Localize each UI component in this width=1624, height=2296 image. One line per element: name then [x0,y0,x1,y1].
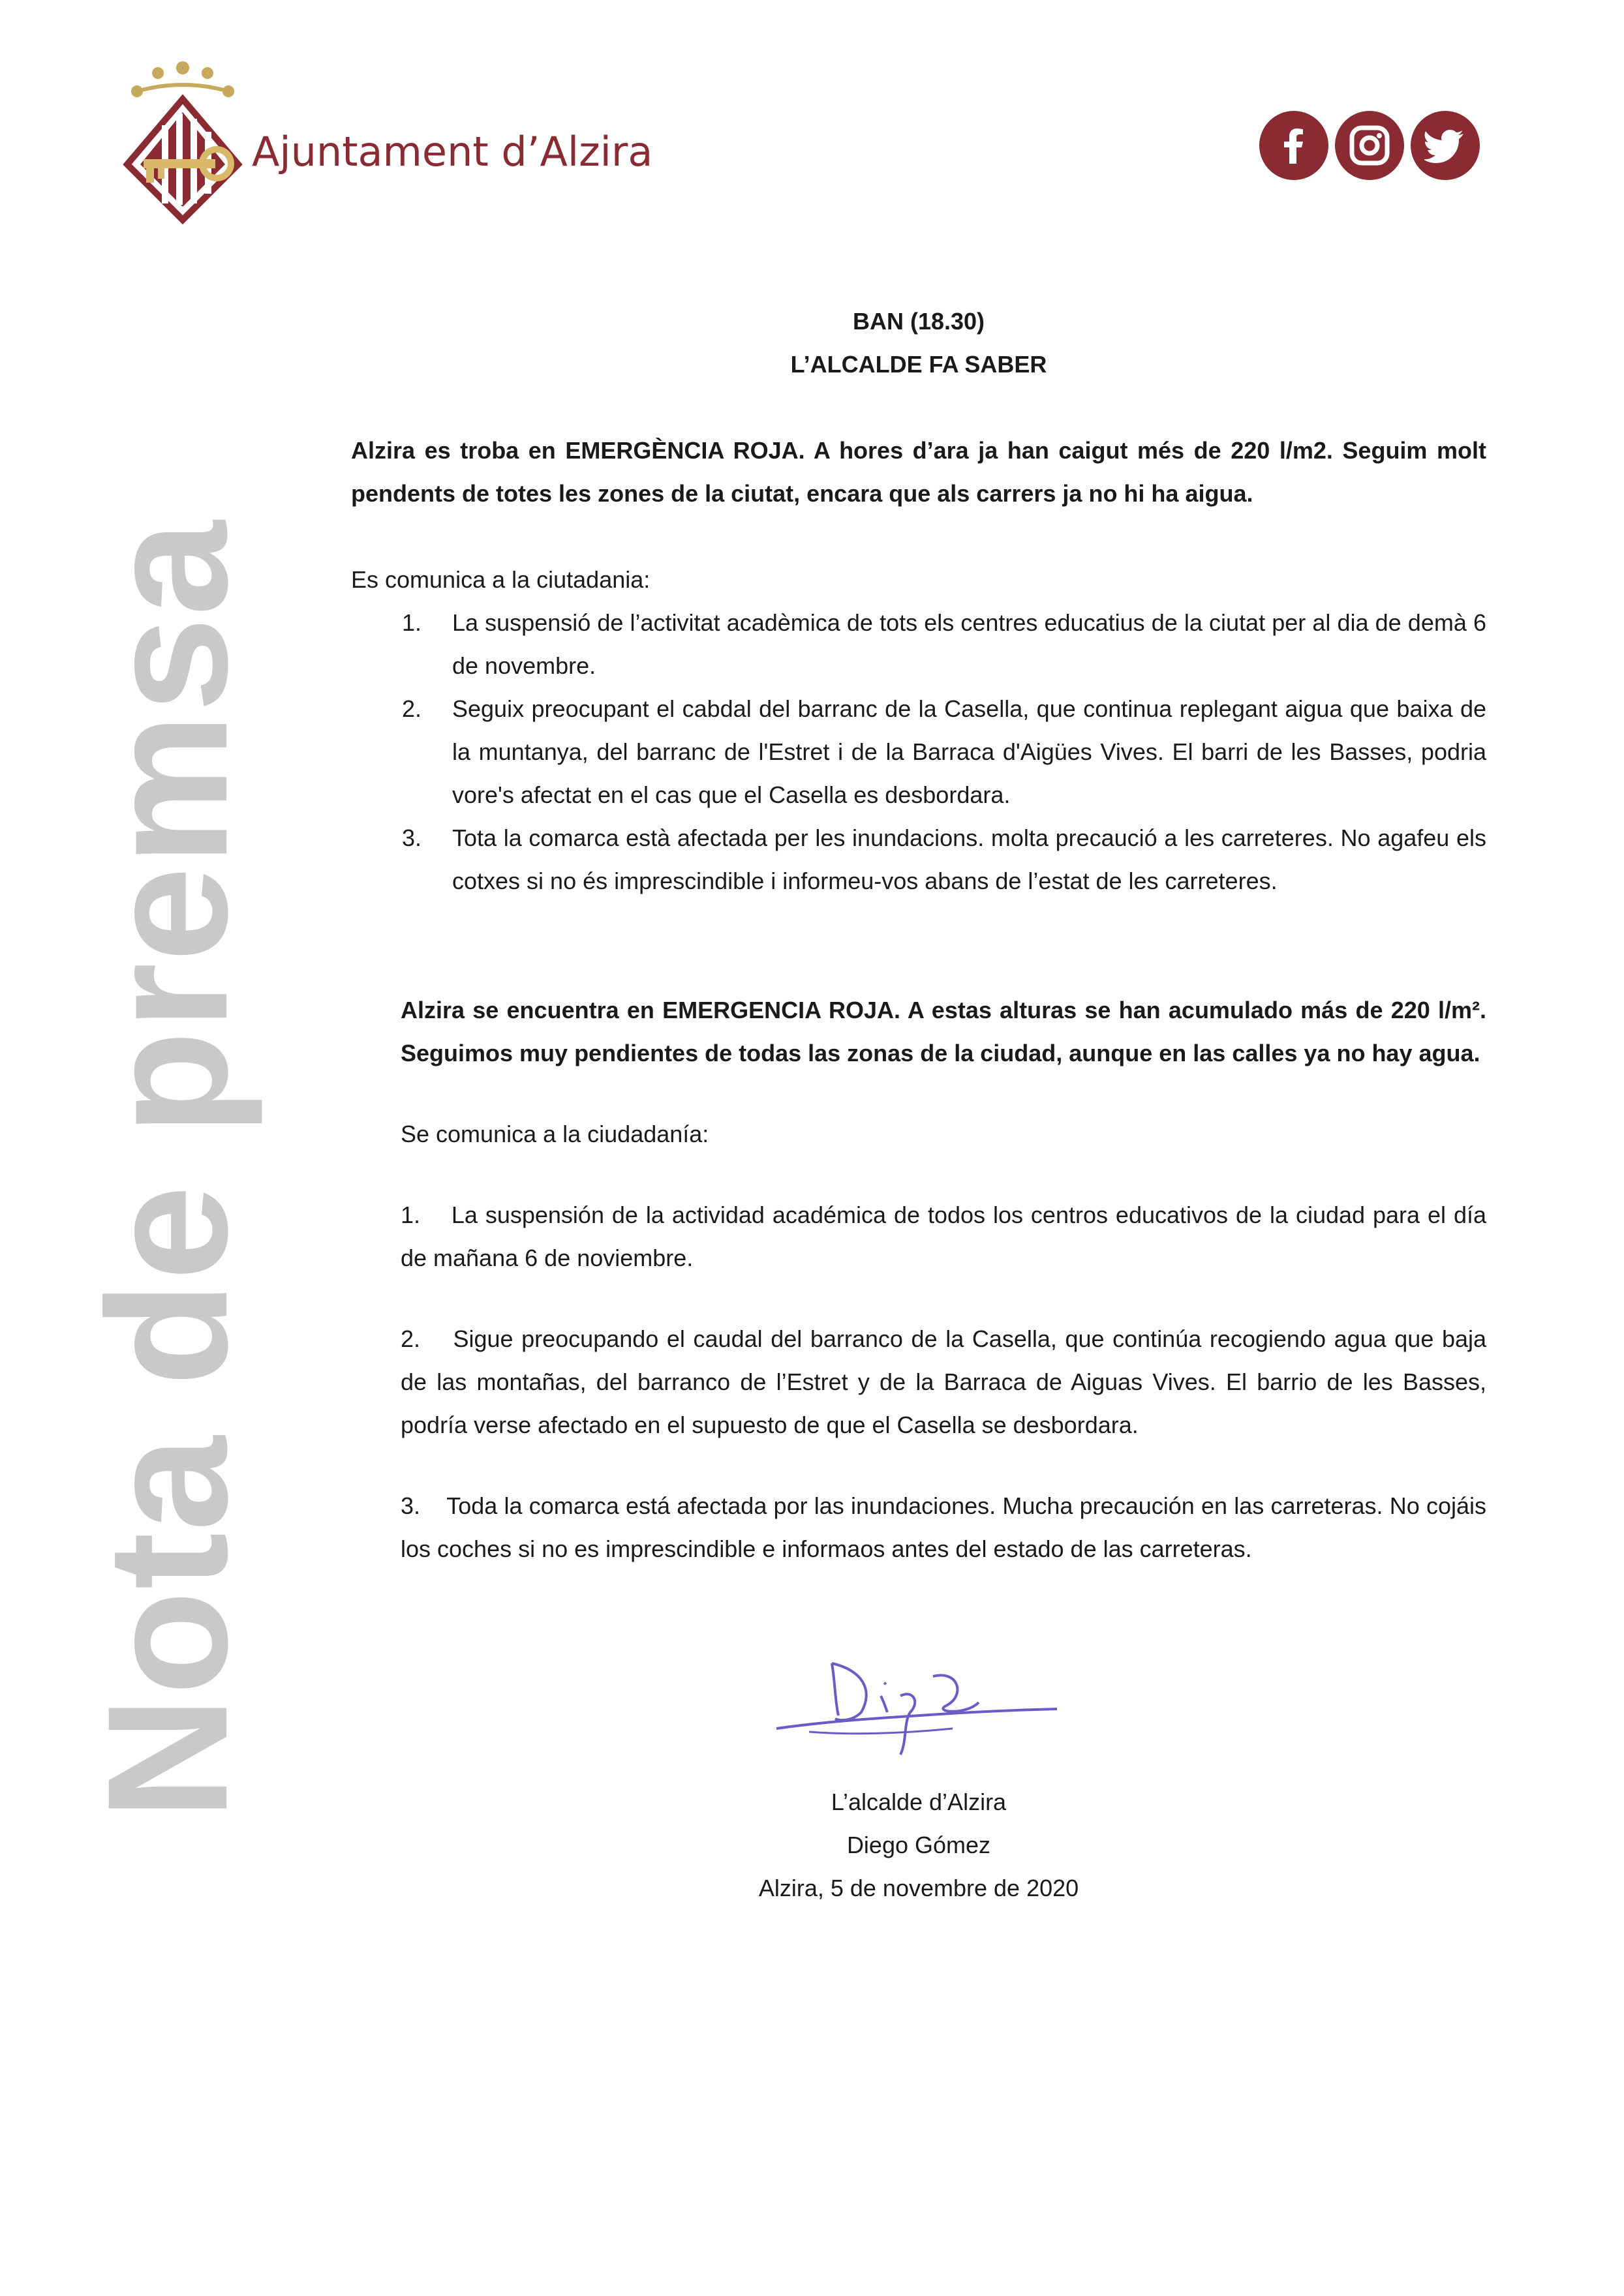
list-item: 3. Tota la comarca està afectada per les inundacions. molta precaució a les carreteres. No agafeu els cotxes si no és imprescindible i informeu-vos abans de l’estat de les carreteres. [402,824,1486,894]
signature [770,1650,1064,1761]
signoff [351,1781,1486,1910]
social-links [1259,111,1480,180]
coat-of-arms-icon [117,60,248,230]
signoff-name: Diego Gómez [846,1832,991,1858]
signoff-date: Alzira, 5 de novembre de 2020 [758,1875,1079,1901]
spanish-item-2: 2. Sigue preocupando el caudal del barranco de la Casella, que continúa recogiendo agua que baja de las montañas, del barranco de l’Estret y de la Barraca de Aiguas Vives. El barrio de les Basses, podría verse afectado en el supuesto de que el Casella se desbordara. [401,1325,1487,1438]
list-item: 2. Seguix preocupant el cabdal del barranc de la Casella, que continua replegant aigua que baixa de la muntanya, del barranc de l'Estret i de la Barraca d'Aigües Vives. El barri de les Basses, podria vore's afectat en el cas que el Casella es desbordara. [402,695,1486,808]
valencian-intro: Alzira es troba en EMERGÈNCIA ROJA. A hores d’ara ja han caigut més de 220 l/m2. Seguim molt pendents de totes les zones de la ciutat, encara que als carrers ja no hi ha aigua. [351,437,1486,507]
twitter-icon[interactable] [1411,111,1480,180]
spanish-lead: Se comunica a la ciudadanía: [401,1121,709,1147]
ban-title: BAN (18.30) [852,308,985,335]
valencian-list [351,601,1486,903]
spanish-section [401,989,1486,1571]
facebook-icon[interactable] [1259,111,1328,180]
spanish-intro: Alzira se encuentra en EMERGENCIA ROJA. A estas alturas se han acumulado más de 220 l/m². Seguimos muy pendientes de todas las zonas de la ciudad, aunque en las calles ya no hay agua. [401,997,1486,1066]
announcement-title: L’ALCALDE FA SABER [790,351,1047,378]
spanish-item-1: 1. La suspensión de la actividad académica de todos los centros educativos de la ciudad para el día de mañana 6 de noviembre. [401,1201,1487,1271]
instagram-icon[interactable] [1335,111,1404,180]
org-name: Ajuntament d’Alzira [252,128,653,175]
spanish-item-3: 3. Toda la comarca está afectada por las inundaciones. Mucha precaución en las carreteras. No cojáis los coches si no es imprescindible e informaos antes del estado de las carreteras. [401,1492,1486,1562]
list-item: 1. La suspensió de l’activitat acadèmica de tots els centres educatius de la ciutat per al dia de demà 6 de novembre. [402,609,1486,679]
press-release-label: Nota de premsa [72,519,263,1820]
municipal-logo [117,60,653,230]
signoff-role: L’alcalde d’Alzira [831,1789,1007,1815]
valencian-lead: Es comunica a la ciutadania: [351,566,651,593]
document-body [351,300,1486,1571]
